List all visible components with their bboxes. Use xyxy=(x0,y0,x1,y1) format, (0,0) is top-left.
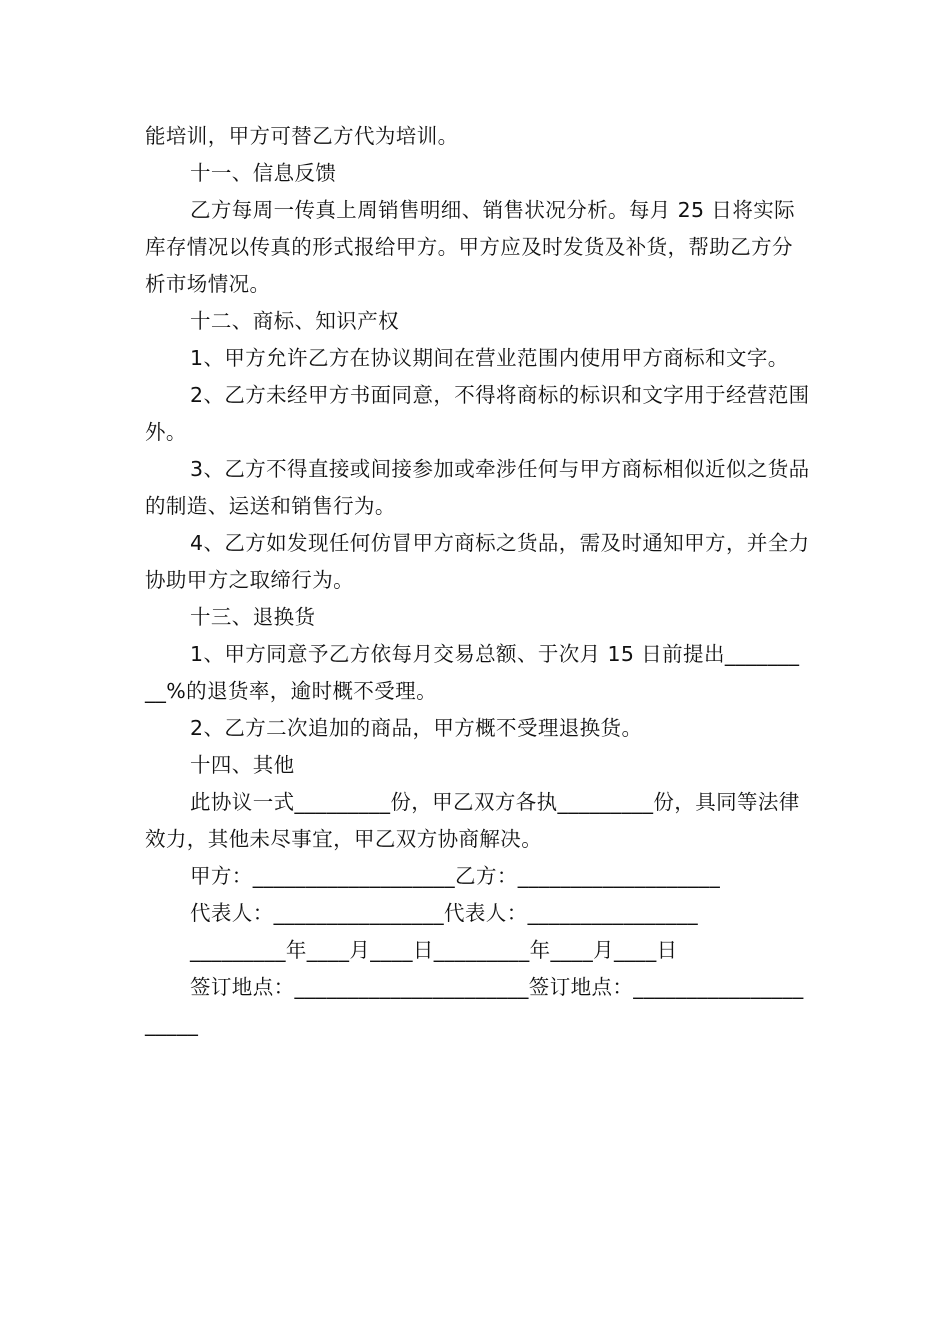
paragraph-trademark-1: 1、甲方允许乙方在协议期间在营业范围内使用甲方商标和文字。 xyxy=(190,346,789,370)
paragraph-returns-1: 1、甲方同意予乙方依每月交易总额、于次月 15 日前提出_________%的退货率，逾时概不受理。 xyxy=(145,642,800,703)
signature-representatives: 代表人：________________代表人：________________ xyxy=(190,901,698,925)
heading-info-feedback: 十一、信息反馈 xyxy=(190,161,337,185)
signature-dates: _________年____月____日_________年____月____日 xyxy=(190,938,678,962)
paragraph-other: 此协议一式_________份，甲乙双方各执_________份，具同等法律效力，其他未尽事宜，甲乙双方协商解决。 xyxy=(145,790,800,851)
paragraph-trademark-3: 3、乙方不得直接或间接参加或牵涉任何与甲方商标相似近似之货品的制造、运送和销售行为。 xyxy=(145,457,810,518)
paragraph-trademark-4: 4、乙方如发现任何仿冒甲方商标之货品，需及时通知甲方，并全力协助甲方之取缔行为。 xyxy=(145,531,810,592)
heading-other: 十四、其他 xyxy=(190,753,295,777)
heading-trademark: 十二、商标、知识产权 xyxy=(190,309,399,333)
signature-parties: 甲方：___________________乙方：___________________ xyxy=(190,864,721,888)
paragraph-training: 能培训，甲方可替乙方代为培训。 xyxy=(145,124,459,148)
heading-returns: 十三、退换货 xyxy=(190,605,316,629)
paragraph-trademark-2: 2、乙方未经甲方书面同意，不得将商标的标识和文字用于经营范围外。 xyxy=(145,383,810,444)
paragraph-info-feedback: 乙方每周一传真上周销售明细、销售状况分析。每月 25 日将实际库存情况以传真的形式报给甲方。甲方应及时发货及补货，帮助乙方分析市场情况。 xyxy=(145,198,796,296)
signature-locations: 签订地点：______________________签订地点：_____________________ xyxy=(145,975,804,1036)
document-body xyxy=(145,118,810,1043)
paragraph-returns-2: 2、乙方二次追加的商品，甲方概不受理退换货。 xyxy=(190,716,643,740)
